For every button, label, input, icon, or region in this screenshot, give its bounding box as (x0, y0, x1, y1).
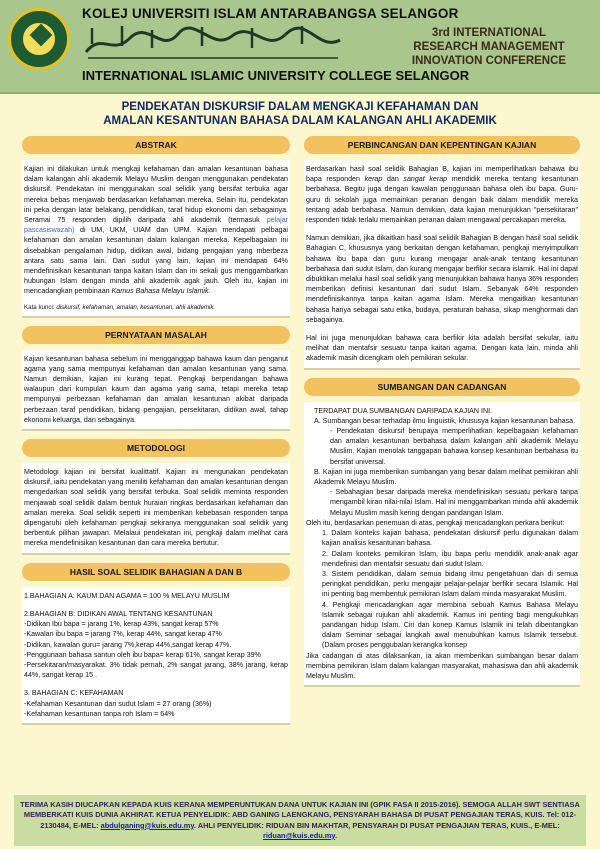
poster-title (0, 100, 600, 128)
title-line: AMALAN KESANTUNAN BAHASA DALAM KALANGAN AHLI AKADEMIK (103, 115, 497, 127)
hasil-box (22, 587, 290, 725)
list-item: -Didikan, kawalan guru= jarang 7%,kerap 44%,sangat kerap 47%. (24, 640, 232, 649)
metodologi-text: Metodologi kajian ini bersifat kualittatif. Kajian ini mengunakan pendekatan diskursif, iaitu pendekatan yang meniliti kefahaman dan amalan kesantunan dengan mengedarkan soal selidik yang bersifat terbuka. Soal selidik meminta responden menjawab soal selidik dalam bentuk huraian ringkas berdasarkan kefahaman dan amalan mereka. Soal selidik seperti ini memberikan kebebasan responden tanpa dipengaruhi oleh kefahaman pengkaji sekiranya menggunakan soal selidik yang berbentuk pilihan jawapan. Melalaui pendekatan ini, pengkaji dalam melihat cara mereka mendefinisikan kesantunan dan cara mereka bertutur. (24, 468, 288, 548)
list-item: 4. Pengkaji mencadangkan agar membina sebuah Kamus Bahasa Melayu Islamik sebagai rujukan ahli akademik. Kamus ini penting bagi mengukuhkan pandangan hidup Islam. Ciri dan konep Kamus Islamik ini telah dibentangkan dalam Seminar sebagai langkah awal menubuhkan kamus Islamik tersebut. (Dalam proses penggubalan kerangka konsep (322, 600, 579, 650)
university-logo (8, 8, 70, 70)
perbincangan-para-1: Berdasarkan hasil soal selidik Bahagian B, kajian ini memperlihatkan bahawa ibu bapa responden kerap dan sangat kerap mendidik mereka tentang kesantunan berbahasa. Begitu juga dengan kawalan penggunaan bahasa oleh ibu bapa. Guru-guru di sekolah juga memainkan peranan dengan baik dalam mendidik mereka tentang adab berbahasa. Namun demikian, data kajian menunjukkan "persekitaran" responden tidak terlalu memainkan peranan dalam mengawal percakapan mereka. (306, 165, 579, 225)
list-item: 2. Dalam konteks pemikiran Islam, ibu bapa perlu mendidik anak-anak agar mendefinisi dan mentafsir sesuatu dari sudut Islam. (322, 549, 578, 568)
metodologi-box (22, 463, 290, 555)
highlight-text: pelajar pascasiswazah) (24, 216, 288, 235)
sumbangan-heading: SUMBANGAN DAN CADANGAN (304, 378, 580, 396)
perbincangan-para-3: Hal ini juga menunjukkan bahawa cara berfikir kita adalah bersifat sekular, iaitu melihat dan mentafsir sesuatu tanpa kaitan agama. Dengan kata lain, minda ahli akademik masih dicengkam oleh pemikiran sekular. (306, 334, 578, 363)
list-item: -Penggunaan bahasa santun oleh ibu bapa= kerap 61%, sangat kerap 39% (24, 650, 261, 659)
keywords: Kata kunci: diskursif, kefahaman, amalan, kesantunan, ahli akademik. (24, 303, 216, 311)
perbincangan-para-2: Namun demikian, jika dikaitkan hasil soal selidik Bahagian B dengan hasil soal selidik Bahagian C, khususnya yang berkaitan dengan kefahaman, pengkaji menyimpulkan bahawa ibu bapa dan guru kurang mengajar anak-anak tentang kesantunan berbahasa dari sudut Islam, dan kurang mengajar berfikir secara islamik. Hal ini dapat dibuktikan melalui hasil soal selidik yang menunjukkan bahawa hanya 36% responden memberikan definisi kesantunan dari sudut Islam. Sebanyak 64% responden mendefinisikannya tanpa kaitan agama Islam. Mereka mengaitkan kesantunan bahasa hanya sebagai satu etika, budaya, peraturan bahasa, sikap menghormati dan sebagainya. (306, 234, 578, 324)
list-item: -Kefahaman kesantunan tanpa roh Islam = 64% (24, 709, 175, 718)
metodologi-heading: METODOLOGI (22, 439, 290, 457)
masalah-box (22, 350, 290, 431)
abstrak-heading: ABSTRAK (22, 136, 290, 154)
cadangan-closing: Jika cadangan di atas dilaksankan, ia akan memberikan sumbangan besar dalam membina pemikiran Islam dalam kalangan masyarakat, mahasiswa dan ahli akademik Melayu Muslim. (306, 651, 578, 680)
cadangan-intro: Oleh itu, berdasarkan penemuan di atas, pengkaji mencadangkan perkara berikut: (306, 518, 565, 527)
list-item: 1. Dalam konteks kajian bahasa, pendekatan diskursif perlu digunakan dalam kajian analisis kesantunan bahasa. (322, 529, 578, 548)
list-item: -Kefahaman Kesantunan dari sudut Islam = 27 orang (36%) (24, 699, 212, 708)
conference-line: RESEARCH MANAGEMENT (413, 41, 565, 53)
left-column (22, 136, 290, 733)
masalah-text: Kajian kesantunan bahasa sebelum ini mengganggap bahawa kaum dan penganut agama yang sama mempunyai kefahaman dan amalan kesantunan yang sama. Namun demikian, kajian ini kurang tepat. Pengkaji berpendangan bahawa walaupun dari kumpulan kaum dan agama yang sama, tetapi mereka tetap mempunyai perbezaan kefahaman dan amalan kesantunan akibat daripada perbezaan taraf pendidikan, bidang pengajian, persekitaran, didikan awal, tahap ekonomi keluarga, dan sebagainya. (24, 354, 288, 424)
header-banner (0, 0, 600, 94)
hasil-heading: HASIL SOAL SELIDIK BAHAGIAN A DAN B (22, 563, 290, 581)
email-link[interactable]: abdulganing@kuis.edu.my (100, 820, 194, 830)
perbincangan-heading: PERBINCANGAN DAN KEPENTINGAN KAJIAN (304, 136, 580, 154)
conference-line: 3rd INTERNATIONAL (431, 27, 547, 39)
acknowledgement-footer: TERIMA KASIH DIUCAPKAN KEPADA KUIS KERANA MEMPERUNTUKAN DANA UNTUK KAJIAN INI (GPIK FASA II 2015-2016). SEMOGA ALLAH SWT SENTIASA MEMBERKATI KUIS DUNIA AKHIRAT. KETUA PENYELIDIK: ABD GANING LAENGKANG, PENSYARAH BAHASA DI PUSAT PENGAJIAN TERAS, KUIS. Tel: 012-2130484, E-MEL: abdulganing@kuis.edu.my. AHLI PENYELIDIK: RIDUAN BIN MAKHTAR, PENSYARAH DI PUSAT PENGAJIAN TERAS, KUIS., E-MEL: riduan@kuis.edu.my. (14, 795, 586, 846)
sumbangan-b: B. Kajian ini juga memberikan sumbangan yang besar dalam melihat pemikiran ahli Akademik Melayu Muslim. (314, 467, 578, 487)
perbincangan-box (304, 160, 580, 370)
abstrak-box (22, 160, 290, 318)
title-line: PENDEKATAN DISKURSIF DALAM MENGKAJI KEFAHAMAN DAN (121, 101, 479, 113)
bahagian-c: 3. BAHAGIAN C: KEFAHAMAN (24, 689, 124, 698)
list-item: -Didikan Ibu bapa = jarang 1%, kerap 43%, sangat kerap 57% (24, 620, 219, 629)
sumbangan-box (304, 402, 580, 687)
sumbangan-intro: TERDAPAT DUA SUMBANGAN DARIPADA KAJIAN INI. (314, 406, 493, 415)
conference-line: INNOVATION CONFERENCE (411, 55, 567, 67)
list-item: -Persekitaran/masyarakat. 3% tidak pernah, 2% sangat jarang, 38% jarang, kerap 44%, sangat kerap 15 . (24, 660, 288, 680)
list-item: -Kawalan ibu bapa = jarang 7%, kerap 44%, sangat kerap 47% (24, 630, 222, 639)
masalah-heading: PERNYATAAN MASALAH (22, 326, 290, 344)
right-column (304, 136, 580, 695)
arabic-calligraphy-logo (82, 22, 344, 62)
sumbangan-a: A. Sumbangan besar terhadap ilmu linguistik, khususya kajian kesantunan bahasa. (314, 416, 576, 425)
conference-title (404, 26, 574, 68)
bahagian-a: 1.BAHAGIAN A: KAUM DAN AGAMA = 100 % MELAYU MUSLIM (24, 591, 230, 600)
abstrak-text: Kajian ini dilakukan untuk mengkaji kefahaman dan amalan kesantunan bahasa dalam kalangan ahli akademik Melayu Muslim dengan menggunakan pendekatan diskursif. Pendekatan ini menggunakan soal selidik yang bersifat terbuka agar mereka bebas menjawab berdasarkan kefahaman mereka. Selain itu, pendekatan ini peka dengan latar belakang, pendidikan, taraf hidup ekonomi dan sebagainya. Seramai 75 responden dipilih daripada ahli akademik (termasuk pelajar pascasiswazah) di UM, UKM, UIAM dan UPM. Kajian mendapati pelbagai kefahaman dan amalan kesantunan dalam kalangan mereka. Kepelbagaian ini disebabkan pengalaman hidup, didikan awal, bidang pengajian yang mberbeza antara satu sama lain. Dari sudut yang lain, kajian ini mendapati 64% mendefinisikan kesantunan tanpa kaitan Islam dan ini sekali gus menggambarkan hubungan Islam dengan minda ahli akademik agak jauh. Oleh itu, kajian ini mencadangkan pembinaan Kamus Bahasa Melayu Islamik. (24, 165, 288, 296)
email-link[interactable]: riduan@kuis.edu.my (262, 830, 335, 840)
university-name-malay: KOLEJ UNIVERSITI ISLAM ANTARABANGSA SELANGOR (82, 6, 459, 21)
sumbangan-a-detail: - Pendekatan diskursif berupaya memperlihatkan kepelbagaian kefahaman dan amalan kesantunan berbahasa dalam kalangan ahli akademik Melayu Muslim. Kajian menolak tanggapan bahawa konsep kesantunan berbahasa itu bersifat universal. (330, 427, 578, 466)
logo-emblem-icon (21, 21, 57, 57)
university-name-english: INTERNATIONAL ISLAMIC UNIVERSITY COLLEGE SELANGOR (82, 68, 470, 83)
list-item: 3. Sistem pendidikan, dalam semua bidang ilmu pengetahuan dan di semua peringkat pendidikan, perlu mengajar pelajar-pelajar berfikir secara Islamik. Hal ini penting bag membentuk pemikiran Islam dalam minda masyarakat Muslim. (322, 569, 579, 599)
sumbangan-b-detail: - Sebahagian besar daripada mereka mendefinisikan sesuatu perkara tanpa mengambil kiran nilai-nilai Islam. Hal ini menggambarkan minda ahli akademik Melayu Muslim masih kering dengan pandangan Islam. (330, 488, 578, 517)
bahagian-b: 2.BAHAGIAN B: DIDIKAN AWAL TENTANG KESANTUNAN (24, 609, 213, 618)
